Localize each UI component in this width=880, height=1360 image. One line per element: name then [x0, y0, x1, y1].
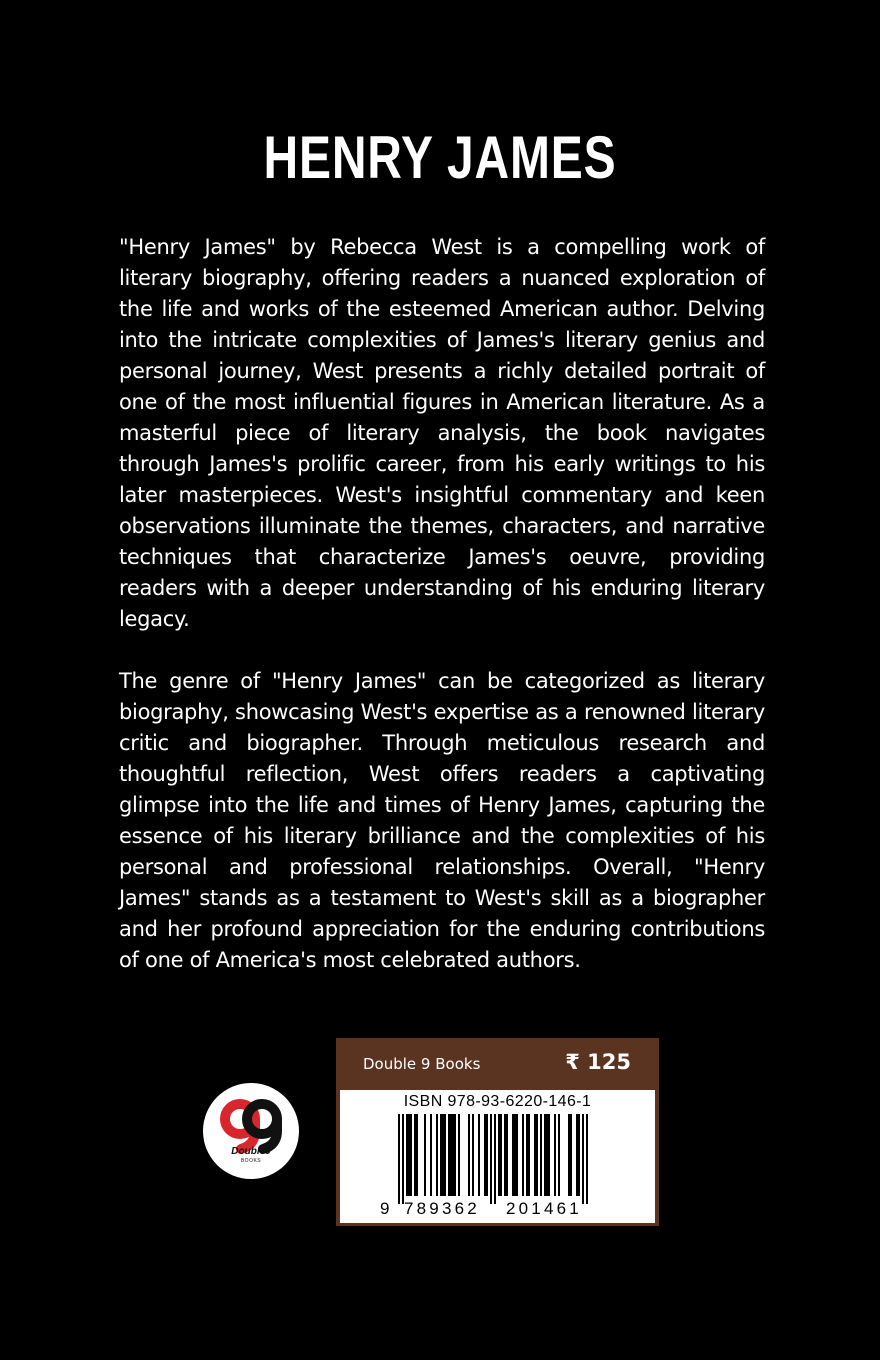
description-paragraph-1: "Henry James" by Rebecca West is a compelling work of literary biography, offering readers a nuanced exploration of the life and works of the esteemed American author. Delving into the intricate complexities of James's literary genius and personal journey, West presents a richly detailed portrait of one of the most influential figures in American literature. As a masterful piece of literary analysis, the book navigates through James's prolific career, from his early writings to his later masterpieces. West's insightful commentary and keen observations illuminate the themes, characters, and narrative techniques that characterize James's oeuvre, providing readers with a deeper understanding of his enduring literary legacy.: [119, 235, 765, 631]
barcode-bar: [544, 1114, 546, 1196]
barcode-bar: [490, 1114, 492, 1204]
barcode-bar: [414, 1114, 416, 1196]
isbn-text: ISBN 978-93-6220-146-1: [403, 1093, 592, 1110]
description-paragraph-2: The genre of "Henry James" can be categorized as literary biography, showcasing West's expertise as a renowned literary critic and biographer. Through meticulous research and thoughtful reflection, West offers readers a captivating glimpse into the life and times of Henry James, capturing the essence of his literary brilliance and the complexities of his personal and professional relationships. Overall, "Henry James" stands as a testament to West's skill as a biographer and her profound appreciation for the enduring contributions of one of America's most celebrated authors.: [119, 669, 765, 972]
publisher-name: Double 9 Books: [363, 1055, 481, 1073]
barcode-bar: [444, 1114, 446, 1196]
barcode-bar: [442, 1114, 444, 1196]
barcode-bar: [548, 1114, 550, 1196]
barcode-bar: [534, 1114, 536, 1196]
barcode-bar: [522, 1114, 524, 1196]
barcode-bar: [402, 1114, 404, 1204]
barcode-bar: [514, 1114, 516, 1196]
barcode-panel: [340, 1090, 655, 1223]
barcode-bar: [554, 1114, 556, 1196]
barcode-bar: [512, 1114, 514, 1196]
ean-digits: [340, 1199, 655, 1219]
logo-subtext: BOOKS: [240, 1158, 262, 1164]
barcode-bar: [498, 1114, 500, 1196]
barcode-bar: [570, 1114, 572, 1196]
barcode-bar: [494, 1114, 496, 1204]
publisher-logo: [203, 1083, 299, 1179]
barcode-bar: [526, 1114, 528, 1196]
barcode-bar: [416, 1114, 418, 1196]
barcode-bar: [472, 1114, 474, 1196]
barcode-bar: [486, 1114, 488, 1196]
barcode-bar: [582, 1114, 584, 1204]
ean-lead-digit: 9: [380, 1199, 390, 1218]
barcode-bar: [398, 1114, 400, 1204]
barcode-bar: [504, 1114, 506, 1196]
barcode-bar: [516, 1114, 518, 1196]
logo-wordmark: Double9: [231, 1146, 271, 1157]
barcode-bar: [484, 1114, 486, 1196]
barcode-bar: [406, 1114, 408, 1196]
barcode-bar: [578, 1114, 580, 1196]
barcode-bar: [528, 1114, 530, 1196]
ean-left-digits: 789362: [404, 1199, 480, 1218]
barcode-bar: [450, 1114, 452, 1196]
price-label: ₹ 125: [565, 1050, 631, 1074]
ean-right-digits: 201461: [506, 1199, 582, 1218]
barcode-bar: [540, 1114, 542, 1196]
barcode-bar: [458, 1114, 460, 1196]
barcode-bar: [568, 1114, 570, 1196]
barcode-bar: [586, 1114, 588, 1204]
book-title: HENRY JAMES: [263, 124, 617, 191]
barcode-bar: [410, 1114, 412, 1196]
barcode-bar: [408, 1114, 410, 1196]
barcode-bar: [452, 1114, 454, 1196]
barcode-bar: [454, 1114, 456, 1196]
barcode-bar: [506, 1114, 508, 1196]
barcode-icon: [398, 1114, 598, 1204]
barcode-bar: [424, 1114, 426, 1196]
barcode-bar: [468, 1114, 470, 1196]
barcode-bar: [500, 1114, 502, 1196]
barcode-bar: [448, 1114, 450, 1196]
barcode-bar: [546, 1114, 548, 1196]
barcode-bar: [430, 1114, 432, 1196]
barcode-bar: [436, 1114, 438, 1196]
double-9-logo-icon: [203, 1083, 299, 1179]
barcode-bar: [440, 1114, 442, 1196]
barcode-bar: [536, 1114, 538, 1196]
barcode-price-box: [336, 1038, 659, 1226]
barcode-bar: [558, 1114, 560, 1196]
barcode-bar: [478, 1114, 480, 1196]
barcode-bar: [576, 1114, 578, 1196]
